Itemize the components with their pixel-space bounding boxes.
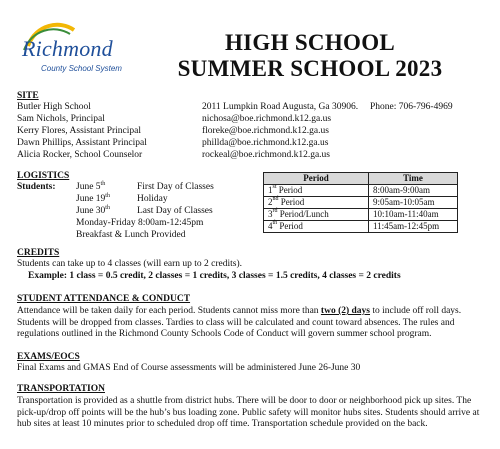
email-principal[interactable]: nichosa@boe.richmond.k12.ga.us xyxy=(202,114,332,124)
site-asst-principal-2: Dawn Phillips, Assistant Principal xyxy=(17,138,147,148)
period-cell: 2nd Period xyxy=(264,197,369,209)
transportation-heading: TRANSPORTATION xyxy=(17,384,105,394)
time-cell: 11:45am-12:45pm xyxy=(369,221,458,233)
site-heading: SITE xyxy=(17,91,39,101)
attendance-emphasis: two (2) days xyxy=(320,306,371,316)
time-cell: 10:10am-11:40am xyxy=(369,209,458,221)
time-cell: 9:05am-10:05am xyxy=(369,197,458,209)
time-header: Time xyxy=(369,173,458,185)
richmond-logo xyxy=(14,16,134,76)
site-asst-principal-1: Kerry Flores, Assistant Principal xyxy=(17,126,142,136)
exams-text: Final Exams and GMAS End of Course assessments will be administered June 26-June 30 xyxy=(17,363,361,373)
logo-subtitle: County School System xyxy=(41,64,122,73)
date-first-day: June 5th xyxy=(76,181,106,192)
table-header-row xyxy=(264,173,458,185)
credits-example: Example: 1 class = 0.5 credit, 2 classes = 1 credits, 3 classes = 1.5 credits, 4 classes = 2 credits xyxy=(28,271,401,281)
period-cell: 4th Period xyxy=(264,221,369,233)
credits-heading: CREDITS xyxy=(17,248,60,258)
transportation-text: Transportation is provided as a shuttle from district hubs. There will be door to door or neighborhood pick up sites. The pick-up/drop off points will be the hub’s bus loading zone. Public safety will monitor hubs sites. Students should arrive at hub sites at least 10 minutes prior to scheduled drop off time. Transportation schedule provided on the back. xyxy=(17,396,480,429)
attendance-heading: STUDENT ATTENDANCE & CONDUCT xyxy=(17,294,191,304)
table-row xyxy=(264,221,458,233)
page-title-line2: SUMMER SCHOOL 2023 xyxy=(177,56,443,81)
credits-text: Students can take up to 4 classes (will earn up to 2 credits). xyxy=(17,259,243,269)
period-header: Period xyxy=(264,173,369,185)
site-counselor: Alicia Rocker, School Counselor xyxy=(17,150,143,160)
school-hours: Monday-Friday 8:00am-12:45pm xyxy=(76,218,204,228)
date-first-day-desc: First Day of Classes xyxy=(137,182,214,192)
date-holiday: June 19th xyxy=(76,193,110,204)
date-holiday-desc: Holiday xyxy=(137,194,168,204)
email-asst-principal-1[interactable]: floreke@boe.richmond.k12.ga.us xyxy=(202,126,329,136)
logo-wordmark: Richmond xyxy=(22,36,113,61)
table-row xyxy=(264,197,458,209)
site-phone: Phone: 706-796-4969 xyxy=(370,102,453,112)
period-schedule-table xyxy=(263,172,458,233)
attendance-text: Attendance will be taken daily for each period. Students cannot miss more than two (2) days to include off roll days. Students will be dropped from classes. Tardies to class will be calculated and count toward absences. The rules and regulations outlined in the Richmond County Schools Code of Conduct will govern summer school program. xyxy=(17,306,462,339)
students-label: Students: xyxy=(17,182,56,192)
period-cell: 1st Period xyxy=(264,185,369,197)
site-address: 2011 Lumpkin Road Augusta, Ga 30906. xyxy=(202,102,359,112)
period-cell: 3rd Period/Lunch xyxy=(264,209,369,221)
exams-heading: EXAMS/EOCS xyxy=(17,352,80,362)
date-last-day: June 30th xyxy=(76,205,110,216)
email-asst-principal-2[interactable]: phillda@boe.richmond.k12.ga.us xyxy=(202,138,329,148)
time-cell: 8:00am-9:00am xyxy=(369,185,458,197)
meals-provided: Breakfast & Lunch Provided xyxy=(76,230,186,240)
site-school: Butler High School xyxy=(17,102,91,112)
table-row xyxy=(264,185,458,197)
site-principal: Sam Nichols, Principal xyxy=(17,114,105,124)
table-row xyxy=(264,209,458,221)
date-last-day-desc: Last Day of Classes xyxy=(137,206,213,216)
email-counselor[interactable]: rockeal@boe.richmond.k12.ga.us xyxy=(202,150,330,160)
page-title-line1: HIGH SCHOOL xyxy=(224,30,396,55)
logistics-heading: LOGISTICS xyxy=(17,171,70,181)
